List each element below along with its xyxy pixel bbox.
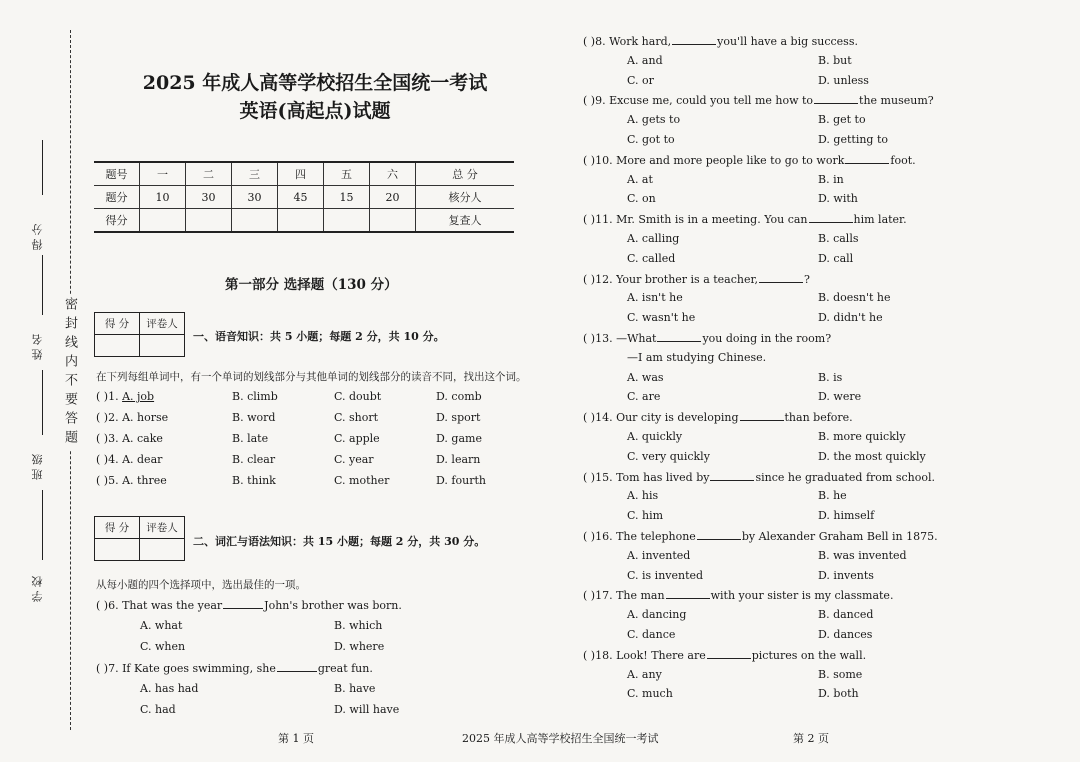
cell: 三 [232,162,278,186]
option-d: D. invents [818,569,874,582]
page-number-2: 第 2 页 [793,732,829,745]
option-c: C. year [334,453,374,466]
option-a: A. at [627,173,653,186]
stem-text: since he graduated from school. [755,471,935,484]
question-number: ( )14. [583,411,613,424]
answer-blank [845,153,889,164]
question-number: ( )4. [96,453,119,466]
question-stem [96,661,373,675]
option-d: D. himself [818,509,875,522]
question-number: ( )2. [96,411,119,424]
stem-text: That was the year [122,599,223,612]
option-d: D. will have [334,703,400,716]
cell [232,209,278,233]
option-a: A. dancing [627,608,687,621]
option-b: B. doesn't he [818,291,891,304]
option-a: A. three [122,474,167,487]
part1-instruction: 在下列每组单词中，有一个单词的划线部分与其他单词的划线部分的读音不同，找出这个词。 [96,371,527,383]
part2-heading: 二、词汇与语法知识：共 15 小题；每题 2 分，共 30 分。 [193,535,486,548]
option-d: D. both [818,687,859,700]
cell: 总 分 [416,162,515,186]
stem-text: you'll have a big success. [717,35,858,48]
cell [186,209,232,233]
option-b: B. have [334,682,376,695]
question-number: ( )17. [583,589,613,602]
option-a: A. was [627,371,664,384]
option-a: A. isn't he [627,291,683,304]
option-a: A. cake [122,432,163,445]
option-b: B. climb [232,390,278,403]
question-number: ( )7. [96,662,119,675]
school-label: 学校 [31,572,44,602]
option-c: C. on [627,192,656,205]
stem-text: foot. [890,154,916,167]
name-label: 姓名 [31,330,44,360]
option-a: A. gets to [627,113,681,126]
answer-blank [814,93,858,104]
option-d: D. getting to [818,133,888,146]
answer-blank [740,410,784,421]
question-number: ( )18. [583,649,613,662]
option-a: A. quickly [627,430,683,443]
option-a: A. job [122,390,155,403]
option-b: B. is [818,371,843,384]
cell [324,209,370,233]
option-c: C. when [140,640,186,653]
answer-blank [223,598,263,609]
option-b: B. late [232,432,269,445]
cell: 评卷人 [146,522,178,534]
cell: 题号 [94,162,140,186]
grader-box-1 [94,312,185,357]
question-row [96,432,163,445]
option-d: D. were [818,390,862,403]
part1-heading: 一、语音知识：共 5 小题；每题 2 分，共 10 分。 [193,330,445,343]
option-c: C. are [627,390,661,403]
option-b: B. in [818,173,844,186]
exam-subtitle: 英语(高起点)试题 [239,100,391,122]
cell [140,209,186,233]
option-d: D. dances [818,628,873,641]
option-b: B. danced [818,608,874,621]
option-d: D. unless [818,74,869,87]
cell: 一 [140,162,186,186]
score-row-number [94,162,514,186]
option-d: D. learn [436,453,481,466]
option-d: D. the most quickly [818,450,926,463]
option-b: B. get to [818,113,866,126]
stem-text: great fun. [317,662,373,675]
answer-blank [759,272,803,283]
answer-blank [666,588,710,599]
question-row [96,411,168,424]
option-c: C. much [627,687,673,700]
option-b: B. think [232,474,276,487]
option-d: D. didn't he [818,311,883,324]
option-a: A. what [140,619,183,632]
question-number: ( )15. [583,471,613,484]
question-number: ( )12. [583,273,613,286]
question-number: ( )5. [96,474,119,487]
option-b: B. clear [232,453,276,466]
stem-text: Excuse me, could you tell me how to [609,94,814,107]
answer-blank [707,648,751,659]
cell [95,334,140,356]
stem-text: —What [616,332,657,345]
score-table [94,161,514,233]
footer-center: 2025 年成人高等学校招生全国统一考试 [462,732,659,745]
question-stem [583,331,831,345]
option-c: C. or [627,74,654,87]
stem-text: Our city is developing [616,411,739,424]
answer-blank [710,470,754,481]
option-c: C. called [627,252,676,265]
cell: 复查人 [416,209,515,233]
answer-blank [657,331,701,342]
question-number: ( )8. [583,35,606,48]
cell: 评卷人 [146,318,178,330]
page-number-1: 第 1 页 [278,732,314,745]
question-row [96,390,154,403]
question-number: ( )10. [583,154,613,167]
question-stem [583,153,916,167]
option-c: C. wasn't he [627,311,696,324]
cell: 五 [324,162,370,186]
option-a: A. has had [140,682,199,695]
stem-text: If Kate goes swimming, she [122,662,276,675]
option-b: B. more quickly [818,430,906,443]
defen-label: 得分 [31,220,44,250]
stem-text: More and more people like to go to work [616,154,845,167]
question-number: ( )16. [583,530,613,543]
defen-line [42,140,43,195]
class-line [42,370,43,435]
option-b: B. some [818,668,863,681]
grader-box-2 [94,516,185,561]
question-row [96,474,167,487]
option-b: B. he [818,489,847,502]
option-d: D. with [818,192,858,205]
cell [140,538,184,560]
cell: 30 [186,186,232,209]
question-stem [583,272,810,286]
cell [278,209,324,233]
cell [370,209,416,233]
stem-text: Tom has lived by [616,471,710,484]
option-c: C. mother [334,474,390,487]
class-label: 班级 [31,450,44,480]
stem-text: Your brother is a teacher, [616,273,759,286]
question-stem [583,529,938,543]
option-d: D. where [334,640,385,653]
seal-text: 密封线内不要答题 [62,297,77,449]
cell: 20 [370,186,416,209]
question-stem [96,598,402,612]
option-c: C. short [334,411,379,424]
name-line [42,255,43,315]
option-a: A. any [627,668,662,681]
cell: 45 [278,186,324,209]
option-c: C. dance [627,628,676,641]
question-stem [583,93,934,107]
exam-title: 2025 年成人高等学校招生全国统一考试 [142,72,488,94]
answer-blank [672,34,716,45]
option-c: C. is invented [627,569,704,582]
option-c: C. him [627,509,664,522]
option-b: B. which [334,619,383,632]
stem-text: Look! There are [616,649,706,662]
option-d: D. sport [436,411,481,424]
option-b: B. calls [818,232,859,245]
cell: 六 [370,162,416,186]
cell: 核分人 [416,186,515,209]
option-a: A. calling [627,232,680,245]
option-a: A. dear [122,453,163,466]
stem-text: Mr. Smith is in a meeting. You can [616,213,808,226]
cell: 得分 [94,209,140,233]
option-a: A. horse [122,411,169,424]
option-c: C. had [140,703,176,716]
stem-text: him later. [853,213,907,226]
cell [95,538,140,560]
cell: 30 [232,186,278,209]
option-c: C. doubt [334,390,382,403]
question-number: ( )6. [96,599,119,612]
option-c: C. got to [627,133,675,146]
answer-blank [277,661,317,672]
question-row [96,453,162,466]
question-stem [583,470,935,484]
question-number: ( )11. [583,213,613,226]
stem-reply: —I am studying Chinese. [627,351,767,364]
stem-text: the museum? [859,94,934,107]
cell: 二 [186,162,232,186]
stem-text: you doing in the room? [702,332,832,345]
answer-blank [809,212,853,223]
option-a: A. his [627,489,659,502]
question-stem [583,34,858,48]
stem-text: pictures on the wall. [751,649,867,662]
cell: 得 分 [95,517,140,538]
option-a: A. and [627,54,663,67]
question-stem [583,648,866,662]
stem-text: by Alexander Graham Bell in 1875. [741,530,938,543]
option-a: A. invented [627,549,691,562]
cell: 15 [324,186,370,209]
question-number: ( )3. [96,432,119,445]
question-stem [583,588,893,602]
question-number: ( )9. [583,94,606,107]
school-line [42,490,43,560]
stem-text: than before. [784,411,853,424]
stem-text: ? [804,273,810,286]
question-number: ( )1. [96,390,119,403]
option-d: D. fourth [436,474,486,487]
stem-text: with your sister is my classmate. [710,589,894,602]
score-row-points [94,186,514,209]
question-number: ( )13. [583,332,613,345]
stem-text: Work hard, [609,35,672,48]
option-d: D. comb [436,390,482,403]
score-row-earned [94,209,514,233]
option-d: D. game [436,432,482,445]
cell: 得 分 [95,313,140,334]
option-c: C. apple [334,432,380,445]
option-b: B. word [232,411,276,424]
part2-instruction: 从每小题的四个选择项中，选出最佳的一项。 [96,579,306,591]
cell [140,334,184,356]
question-stem [583,212,907,226]
cell: 题分 [94,186,140,209]
stem-text: The man [616,589,665,602]
option-b: B. was invented [818,549,907,562]
option-d: D. call [818,252,854,265]
cell: 四 [278,162,324,186]
option-b: B. but [818,54,852,67]
section-title: 第一部分 选择题（130 分） [225,277,398,293]
answer-blank [697,529,741,540]
cell: 10 [140,186,186,209]
question-stem [583,410,853,424]
option-c: C. very quickly [627,450,710,463]
stem-text: The telephone [616,530,696,543]
stem-text: John's brother was born. [264,599,402,612]
